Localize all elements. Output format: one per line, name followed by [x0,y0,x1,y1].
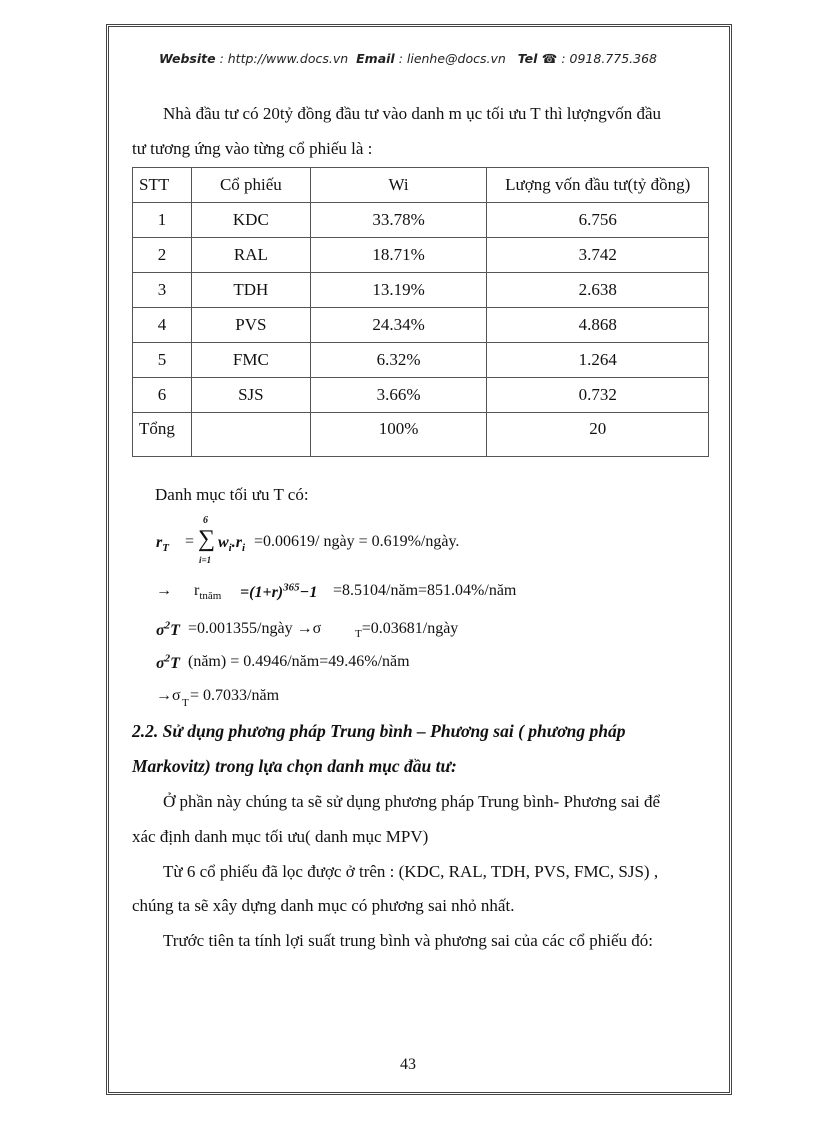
table-row [133,378,709,413]
website-label: Website [159,51,216,66]
table-cell: 33.78% [310,203,487,238]
table-cell: 0.732 [487,378,709,413]
paragraph-1-line-1: Ở phần này chúng ta sẽ sử dụng phương pháp Trung bình- Phương sai để [163,792,661,811]
paragraph-2-line-1: Từ 6 cổ phiếu đã lọc được ở trên : (KDC, RAL, TDH, PVS, FMC, SJS) , [163,862,659,881]
page-number: 43 [400,1056,416,1073]
header-cell: Wi [310,168,487,203]
paragraph-3-line-1: Trước tiên ta tính lợi suất trung bình và phương sai của các cổ phiếu đó: [163,931,653,950]
table-row [133,238,709,273]
table-cell: KDC [191,203,310,238]
table-cell: 3.742 [487,238,709,273]
tel-label: Tel ☎ [517,51,558,66]
paragraph-1-line-2: xác định danh mục tối ưu( danh mục MPV) [132,827,429,846]
table-cell: RAL [191,238,310,273]
section-heading-line-1: 2.2. Sử dụng phương pháp Trung bình – Phương sai ( phương pháp [132,721,626,741]
table-row [133,308,709,343]
portfolio-title: Danh mục tối ưu T có: [155,485,309,504]
section-heading-line-2: Markovitz) trong lựa chọn danh mục đầu tư: [132,756,457,776]
intro-line-1: Nhà đầu tư có 20tỷ đồng đầu tư vào danh m ục tối ưu T thì lượngvốn đầu [163,104,662,123]
table-cell [191,413,310,457]
table-header-row [133,168,709,203]
table-cell: 2.638 [487,273,709,308]
intro-line-2: tư tương ứng vào từng cổ phiếu là : [132,139,373,158]
table-cell: 6 [133,378,192,413]
table-cell: TDH [191,273,310,308]
table-cell: 3 [133,273,192,308]
table-cell: Tổng [133,413,192,457]
table-cell: 100% [310,413,487,457]
table-row [133,203,709,238]
allocation-table [132,167,709,457]
table-cell: 20 [487,413,709,457]
table-cell: SJS [191,378,310,413]
header-cell: Cổ phiếu [191,168,310,203]
table-cell: 2 [133,238,192,273]
table-cell: 5 [133,343,192,378]
table-cell: 13.19% [310,273,487,308]
table-cell: 24.34% [310,308,487,343]
table-cell: 1 [133,203,192,238]
table-row [133,343,709,378]
table-cell: 6.32% [310,343,487,378]
email-link[interactable]: : lienhe@docs.vn [398,51,506,66]
website-link[interactable]: : http://www.docs.vn [219,51,349,66]
page-header [0,51,816,66]
header-cell: Lượng vốn đầu tư(tỷ đồng) [487,168,709,203]
table-total-row [133,413,709,457]
header-cell: STT [133,168,192,203]
table-cell: FMC [191,343,310,378]
table-cell: 3.66% [310,378,487,413]
table-cell: 6.756 [487,203,709,238]
tel-value: : 0918.775.368 [561,51,657,66]
email-label: Email [356,51,395,66]
paragraph-2-line-2: chúng ta sẽ xây dựng danh mục có phương sai nhỏ nhất. [132,896,515,915]
table-row [133,273,709,308]
table-cell: 1.264 [487,343,709,378]
table-cell: 4.868 [487,308,709,343]
table-cell: 18.71% [310,238,487,273]
table-cell: 4 [133,308,192,343]
table-cell: PVS [191,308,310,343]
